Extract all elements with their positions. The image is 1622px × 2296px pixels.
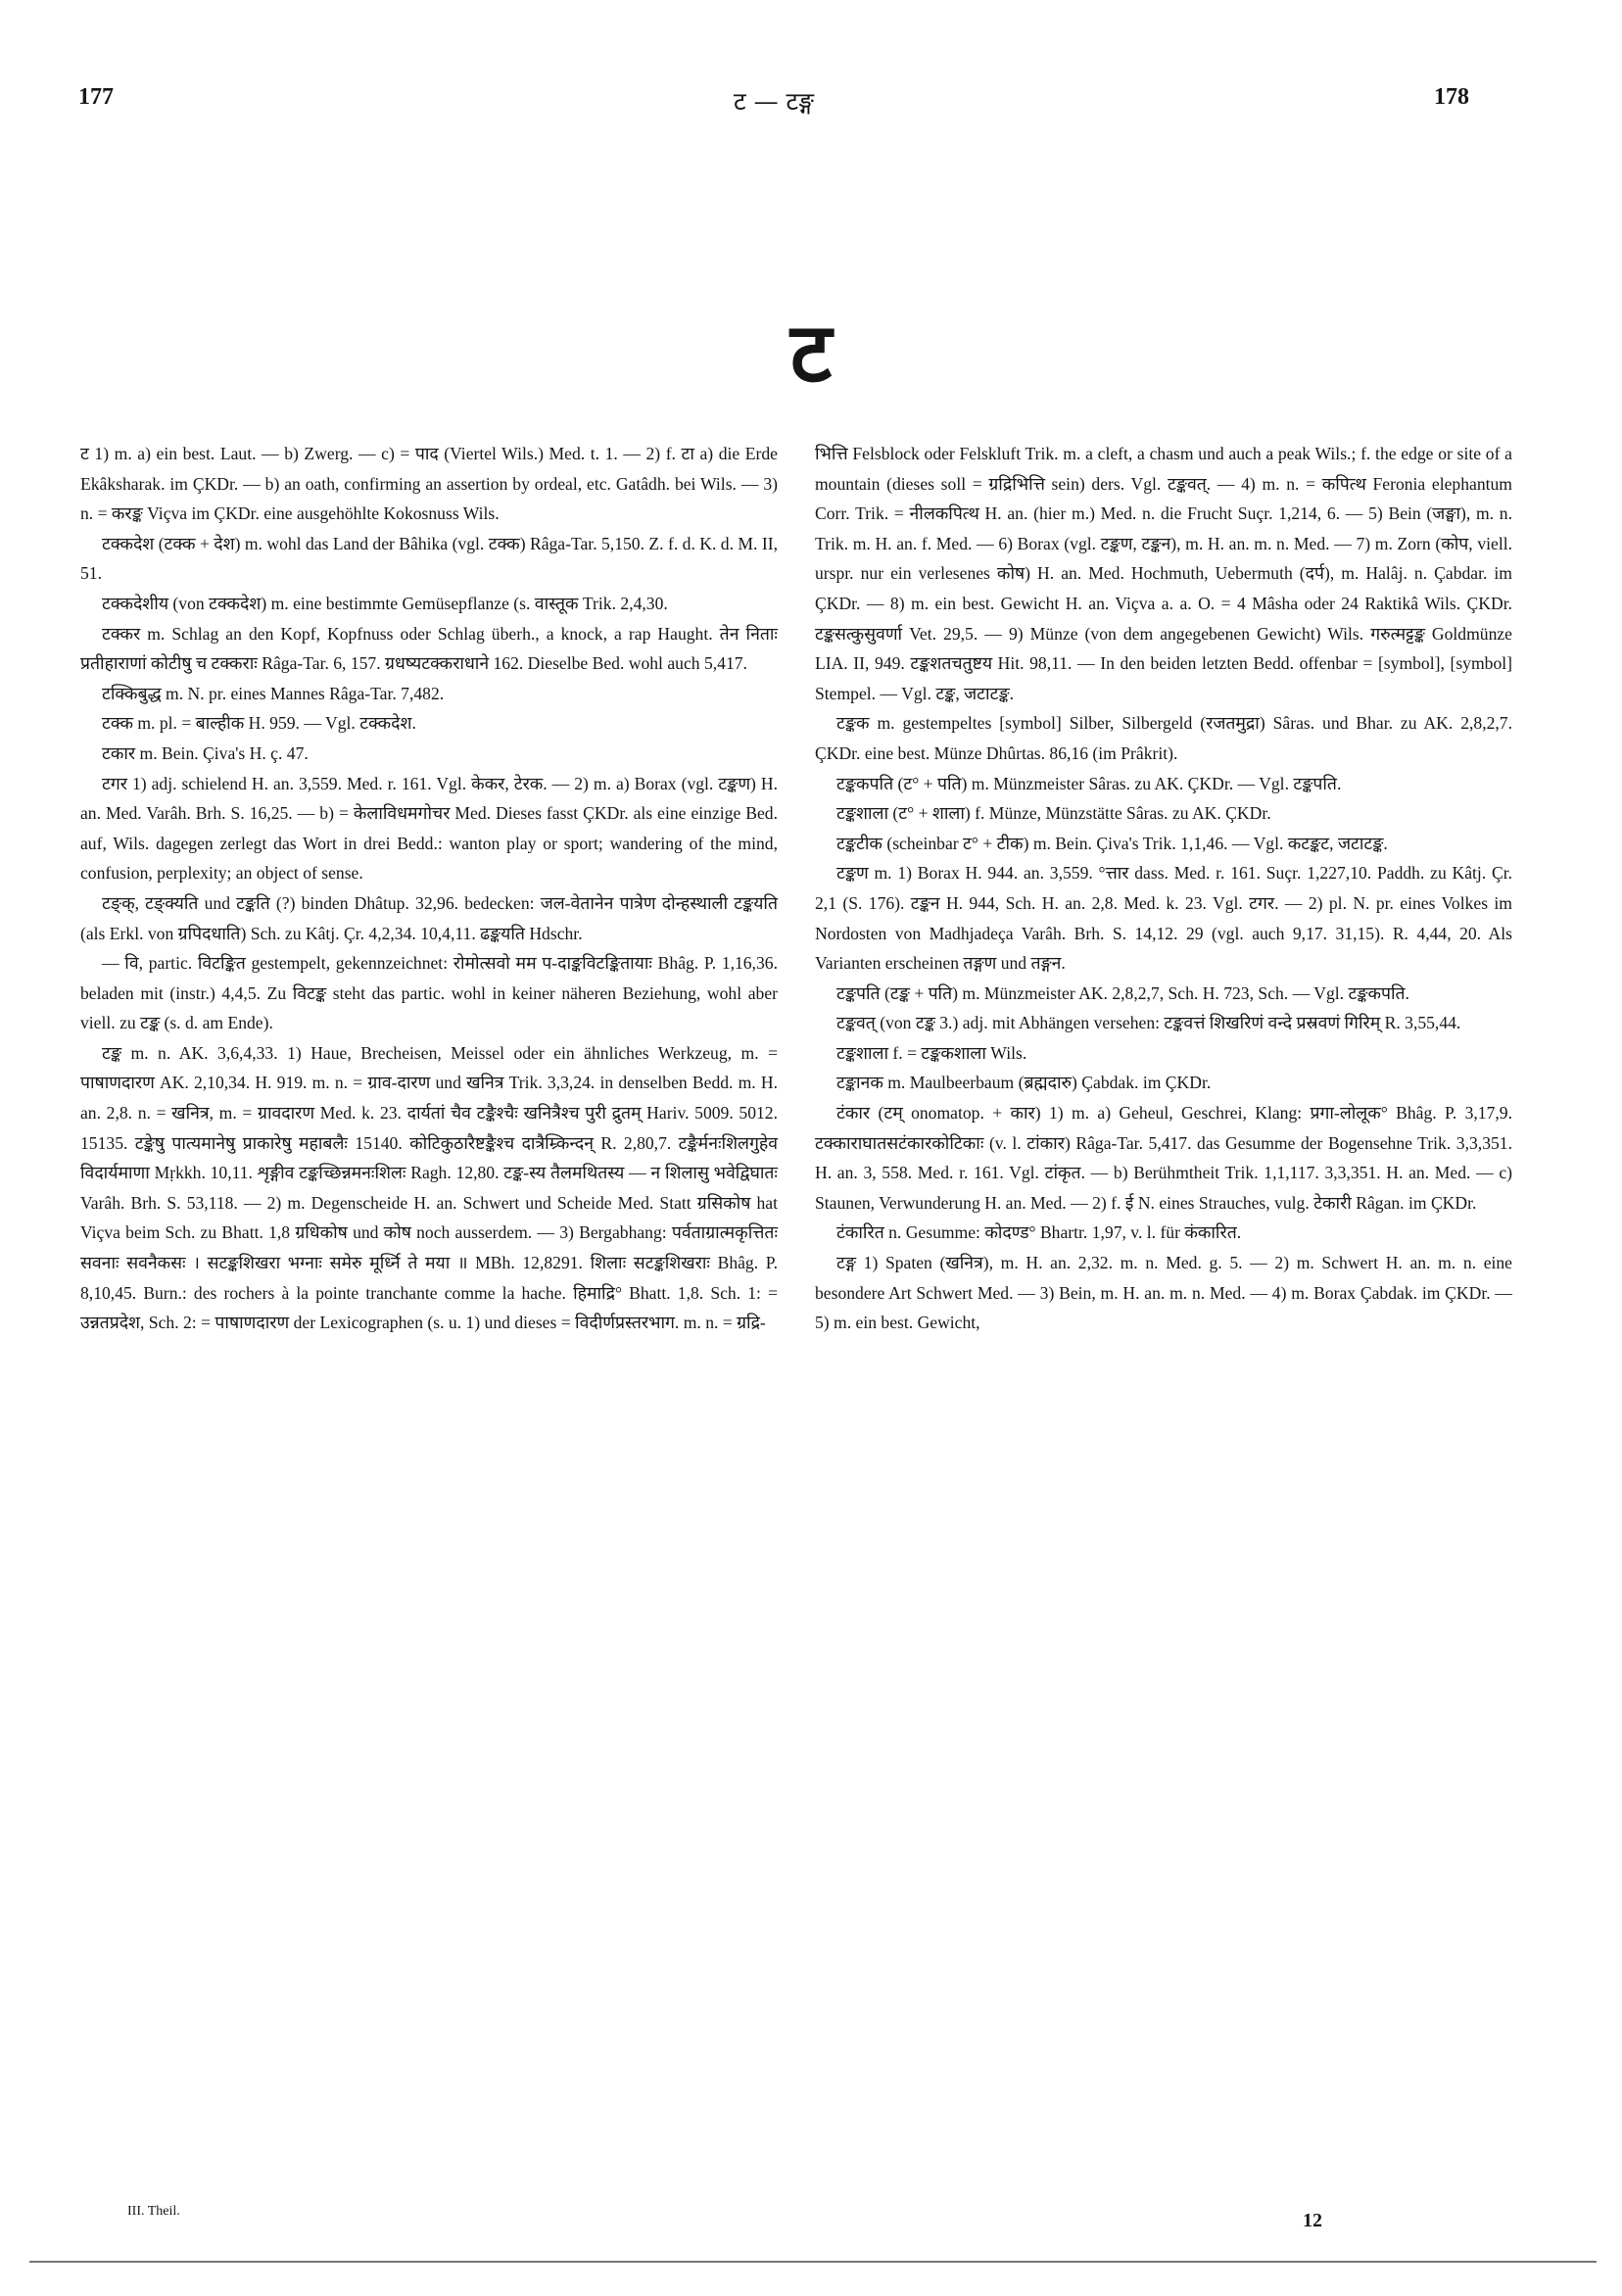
entry-takkadeshiya: टक्कदेशीय (von टक्कदेश) m. eine bestimmte Gemüsepflanze (s. वास्तूक Trik. 2,4,30.: [102, 593, 668, 613]
entry-takka: टक्क m. pl. = बाल्हीक H. 959. — Vgl. टक्कदेश.: [102, 713, 416, 734]
entry-ta: ट 1) m. a) ein best. Laut. — b) Zwerg. — c) = पाद (Viertel Wils.) Med. t. 1. — 2) f. टा a) die Erde Ekâksharak. im ÇKDr. — b) an oath, confirming an assertion by ordeal, etc. Gatâdh. bei Wils. — 3) n. = करङ्क Viçva im ÇKDr. eine ausgehöhlte Kokosnuss Wils.: [80, 444, 778, 524]
entry-tankaka: टङ्कक m. gestempeltes [symbol] Silber, Silbergeld (रजतमुद्रा) Sâras. und Bhar. zu AK. 2,8,2,7. ÇKDr. eine best. Münze Dhûrtas. 86,16 (im Prâkrit).: [815, 713, 1512, 763]
entry-tankana: टङ्कण m. 1) Borax H. 944. an. 3,559. °त्तार dass. Med. r. 161. Suçr. 1,227,10. Paddh. zu Kâtj. Çr. 2,1 (S. 176). टङ्कन H. 944, Sch. H. an. 2,8. Med. k. 23. Vgl. टगर. — 2) pl. N. pr. eines Volkes im Nordosten von Madhjadeça Varâh. Brh. S. 14,12. 29 (vgl. auch 9,17. 31,15). R. 4,44, 20. Als Varianten erscheinen तङ्गण und तङ्गन.: [815, 863, 1512, 974]
left-column: [80, 439, 778, 1338]
bottom-rule: [29, 2261, 1597, 2263]
entry-takkara: टक्कर m. Schlag an den Kopf, Kopfnuss oder Schlag überh., a knock, a rap Haught. तेन निताः प्रतीहाराणां कोटीषु च टक्कराः Râga-Tar. 6, 157. ग्रधष्यटक्कराधाने 162. Dieselbe Bed. wohl auch 5,417.: [80, 623, 778, 674]
entry-tanka: टङ्क m. n. AK. 3,6,4,33. 1) Haue, Brecheisen, Meissel oder ein ähnliches Werkzeug, m. = पाषाणदारण AK. 2,10,34. H. 919. m. n. = ग्राव-दारण und खनित्र Trik. 3,3,24. in denselben Bedd. m. H. an. 2,8. n. = खनित्र, m. = ग्रावदारण Med. k. 23. दार्यतां चैव टङ्कैश्चैः खनित्रैश्च पुरी द्रुतम् Hariv. 5009. 5012. 15135. टङ्केषु पात्यमानेषु प्राकारेषु महाबलैः 15140. कोटिकुठारैष्टङ्कैश्च दात्रैम्र्किन्दन् R. 2,80,7. टङ्कैर्मनःशिलगुहेव विदार्यमाणा Mṛkkh. 10,11. शृङ्गीव टङ्कच्छिन्नमनःशिलः Ragh. 12,80. टङ्क-स्य तैलमथितस्य — न शिलासु भवेद्विघातः Varâh. Brh. S. 53,118. — 2) m. Degenscheide H. an. Schwert und Scheide Med. Statt ग्रसिकोष hat Viçva beim Sch. zu Bhatt. 1,8 ग्रधिकोष und कोष noch ausserdem. — 3) Bergabhang: पर्वताग्रात्मकृत्तितः सवनाः सवनैकसः । सटङ्कशिखरा भग्नाः समेरु मूर्ध्नि ते मया ॥ MBh. 12,8291. शिलाः सटङ्कशिखराः Bhâg. P. 8,10,45. Burn.: des rochers à la pointe tranchante comme la hache. हिमाद्रि° Bhatt. 1,8. Sch. 1: = उन्नतप्रदेश, Sch. 2: = पाषाणदारण der Lexicographen (s. u. 1) und dieses = विदीर्णप्रस्तरभाग. m. n. = ग्रद्रि-: [80, 1042, 778, 1333]
entry-vi-tankita: — वि, partic. विटङ्कित gestempelt, gekennzeichnet: रोमोत्सवो मम प-दाङ्कविटङ्कितायाः Bhâg. P. 1,16,36. beladen mit (instr.) 4,4,5. Zu विटङ्क steht das partic. wohl in keiner näheren Beziehung, wohl aber viell. zu टङ्क (s. d. am Ende).: [80, 953, 778, 1033]
section-letter: ट: [789, 304, 833, 401]
entry-takara: टकार m. Bein. Çiva's H. ç. 47.: [102, 742, 309, 763]
page-number-left: 177: [78, 84, 114, 110]
sheet-number: 12: [1303, 2210, 1322, 2231]
running-title: ट — टङ्ग: [734, 87, 814, 116]
entry-tankatika: टङ्कटीक (scheinbar ट° + टीक) m. Bein. Çiva's Trik. 1,1,46. — Vgl. कटङ्कट, जटाटङ्क.: [836, 833, 1388, 853]
entry-tankashala-2: टङ्कशाला f. = टङ्ककशाला Wils.: [836, 1042, 1027, 1063]
entry-tank-verb: टङ्क्, टङ्क्यति und टङ्कति (?) binden Dhâtup. 32,96. bedecken: जल-वेतानेन पात्रेण दोन्हस्थाली टङ्कयति (als Erkl. von ग्रपिदधाति) Sch. zu Kâtj. Çr. 4,2,34. 10,4,11. ढङ्कयति Hdschr.: [80, 892, 778, 943]
entry-tankanaka: टङ्कानक m. Maulbeerbaum (ब्रह्मदारु) Çabdak. im ÇKDr.: [836, 1073, 1212, 1093]
right-column: [815, 439, 1512, 1338]
page-number-right: 178: [1434, 84, 1469, 110]
page-header: [78, 84, 1469, 123]
entry-tankara: टंकार (टम् onomatop. + कार) 1) m. a) Geheul, Geschrei, Klang: प्रगा-लोलूक° Bhâg. P. 3,17,9. टक्काराघातसटंकारकोटिकाः (v. l. टांकार) Râga-Tar. 5,417. das Gesumme der Bogensehne Trik. 3,3,351. H. an. 3, 558. Med. r. 161. Vgl. टांकृत. — b) Berühmtheit Trik. 1,1,117. 3,3,351. H. an. Med. — c) Staunen, Verwunderung H. an. Med. — 2) f. ई N. eines Strauches, vulg. टेकारी Râgan. im ÇKDr.: [815, 1103, 1512, 1213]
entry-tankapati: टङ्कपति (टङ्क + पति) m. Münzmeister AK. 2,8,2,7, Sch. H. 723, Sch. — Vgl. टङ्ककपति.: [836, 982, 1409, 1003]
entry-takkibuddha: टक्किबुद्ध m. N. pr. eines Mannes Râga-Tar. 7,482.: [102, 683, 445, 703]
entry-takkadesha: टक्कदेश (टक्क + देश) m. wohl das Land der Bâhika (vgl. टक्क) Râga-Tar. 5,150. Z. f. d. K. d. M. II, 51.: [80, 533, 778, 584]
entry-tankarita: टंकारित n. Gesumme: कोदण्ड° Bhartr. 1,97, v. l. für कंकारित.: [836, 1222, 1242, 1243]
volume-label: III. Theil.: [127, 2204, 180, 2219]
entry-tankashala-1: टङ्कशाला (ट° + शाला) f. Münze, Münzstätte Sâras. zu AK. ÇKDr.: [836, 803, 1271, 824]
entry-tankavat: टङ्कवत् (von टङ्क 3.) adj. mit Abhängen versehen: टङ्कवत्तं शिखरिणं वन्दे प्रस्रवणं गिरिम् R. 3,55,44.: [836, 1013, 1461, 1033]
entry-tankakapati: टङ्ककपति (ट° + पति) m. Münzmeister Sâras. zu AK. ÇKDr. — Vgl. टङ्कपति.: [836, 773, 1342, 793]
entry-tanga: टङ्ग 1) Spaten (खनित्र), m. H. an. 2,32. m. n. Med. g. 5. — 2) m. Schwert H. an. m. n. eine besondere Art Schwert Med. — 3) Bein, m. H. an. m. n. Med. — 4) m. Borax Çabdak. im ÇKDr. — 5) m. ein best. Gewicht,: [815, 1253, 1512, 1333]
entry-tagara: टगर 1) adj. schielend H. an. 3,559. Med. r. 161. Vgl. केकर, टेरक. — 2) m. a) Borax (vgl. टङ्कण) H. an. Med. Varâh. Brh. S. 16,25. — b) = केलाविधमगोचर Med. Dieses fasst ÇKDr. als eine einzige Bed. auf, Wils. dagegen zerlegt das Wort in drei Bedd.: wanton play or sport; wandering of the mind, confusion, perplexity; an object of sense.: [80, 773, 778, 884]
entry-tanka-continued: भित्ति Felsblock oder Felskluft Trik. m. a cleft, a chasm und auch a peak Wils.; f. the edge or site of a mountain (dieses soll = ग्रद्रिभित्ति sein) ders. Vgl. टङ्कवत्. — 4) m. n. = कपित्थ Feronia elephantum Corr. Trik. = नीलकपित्थ H. an. (hier m.) Med. n. die Frucht Suçr. 1,214, 6. — 5) Bein (जङ्घा), m. n. Trik. m. H. an. f. Med. — 6) Borax (vgl. टङ्कण, टङ्कन), m. H. an. m. n. Med. — 7) m. Zorn (कोप, viell. urspr. nur ein verlesenes कोष) H. an. Med. Hochmuth, Uebermuth (दर्प), m. Halâj. n. Çabdar. im ÇKDr. — 8) m. ein best. Gewicht H. an. Viçva a. a. O. = 4 Mâsha oder 24 Raktikâ Wils. ÇKDr. टङ्कसत्कुसुवर्णा Vet. 29,5. — 9) Münze (von dem angegebenen Gewicht) Wils. गरुत्मट्टङ्क Goldmünze LIA. II, 949. टङ्कशतचतुष्टय Hit. 98,11. — In den beiden letzten Bedd. offenbar = [symbol], [symbol] Stempel. — Vgl. टङ्क, जटाटङ्क.: [815, 444, 1512, 703]
